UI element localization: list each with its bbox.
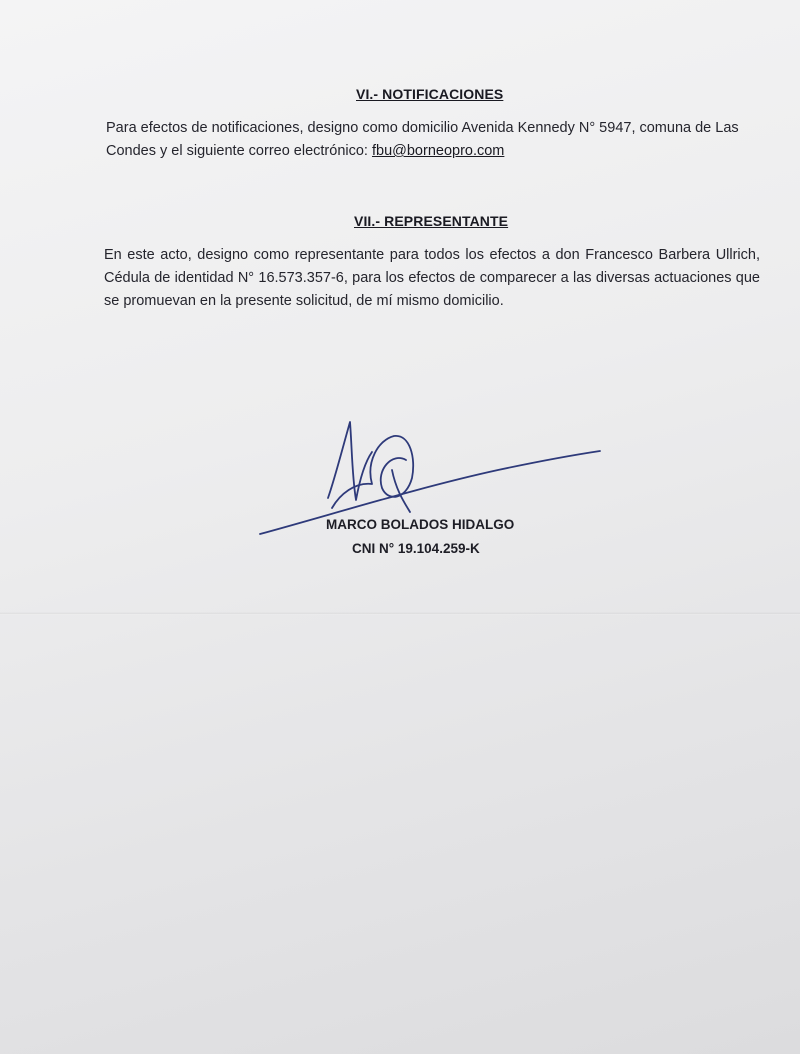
signature-tail: [392, 470, 410, 512]
signer-id: CNI N° 19.104.259-K: [352, 541, 480, 556]
section-heading-notificaciones: VI.- NOTIFICACIONES: [356, 86, 504, 102]
notificaciones-text: Para efectos de notificaciones, designo como domicilio Avenida Kennedy N° 5947, comuna de Las Condes y el siguiente correo electrónico:: [106, 120, 739, 159]
email-address: fbu@borneopro.com: [371, 143, 505, 159]
signer-name: MARCO BOLADOS HIDALGO: [326, 517, 515, 532]
section-heading-representante: VII.- REPRESENTANTE: [354, 213, 509, 229]
representante-paragraph: En este acto, designo como representante para todos los efectos a don Francesco Barbera Ullrich, Cédula de identidad N° 16.573.357-6, para los efectos de comparecer a las diversas actuaciones que se promuevan en la presente solicitud, de mí mismo domicilio.: [104, 247, 760, 309]
